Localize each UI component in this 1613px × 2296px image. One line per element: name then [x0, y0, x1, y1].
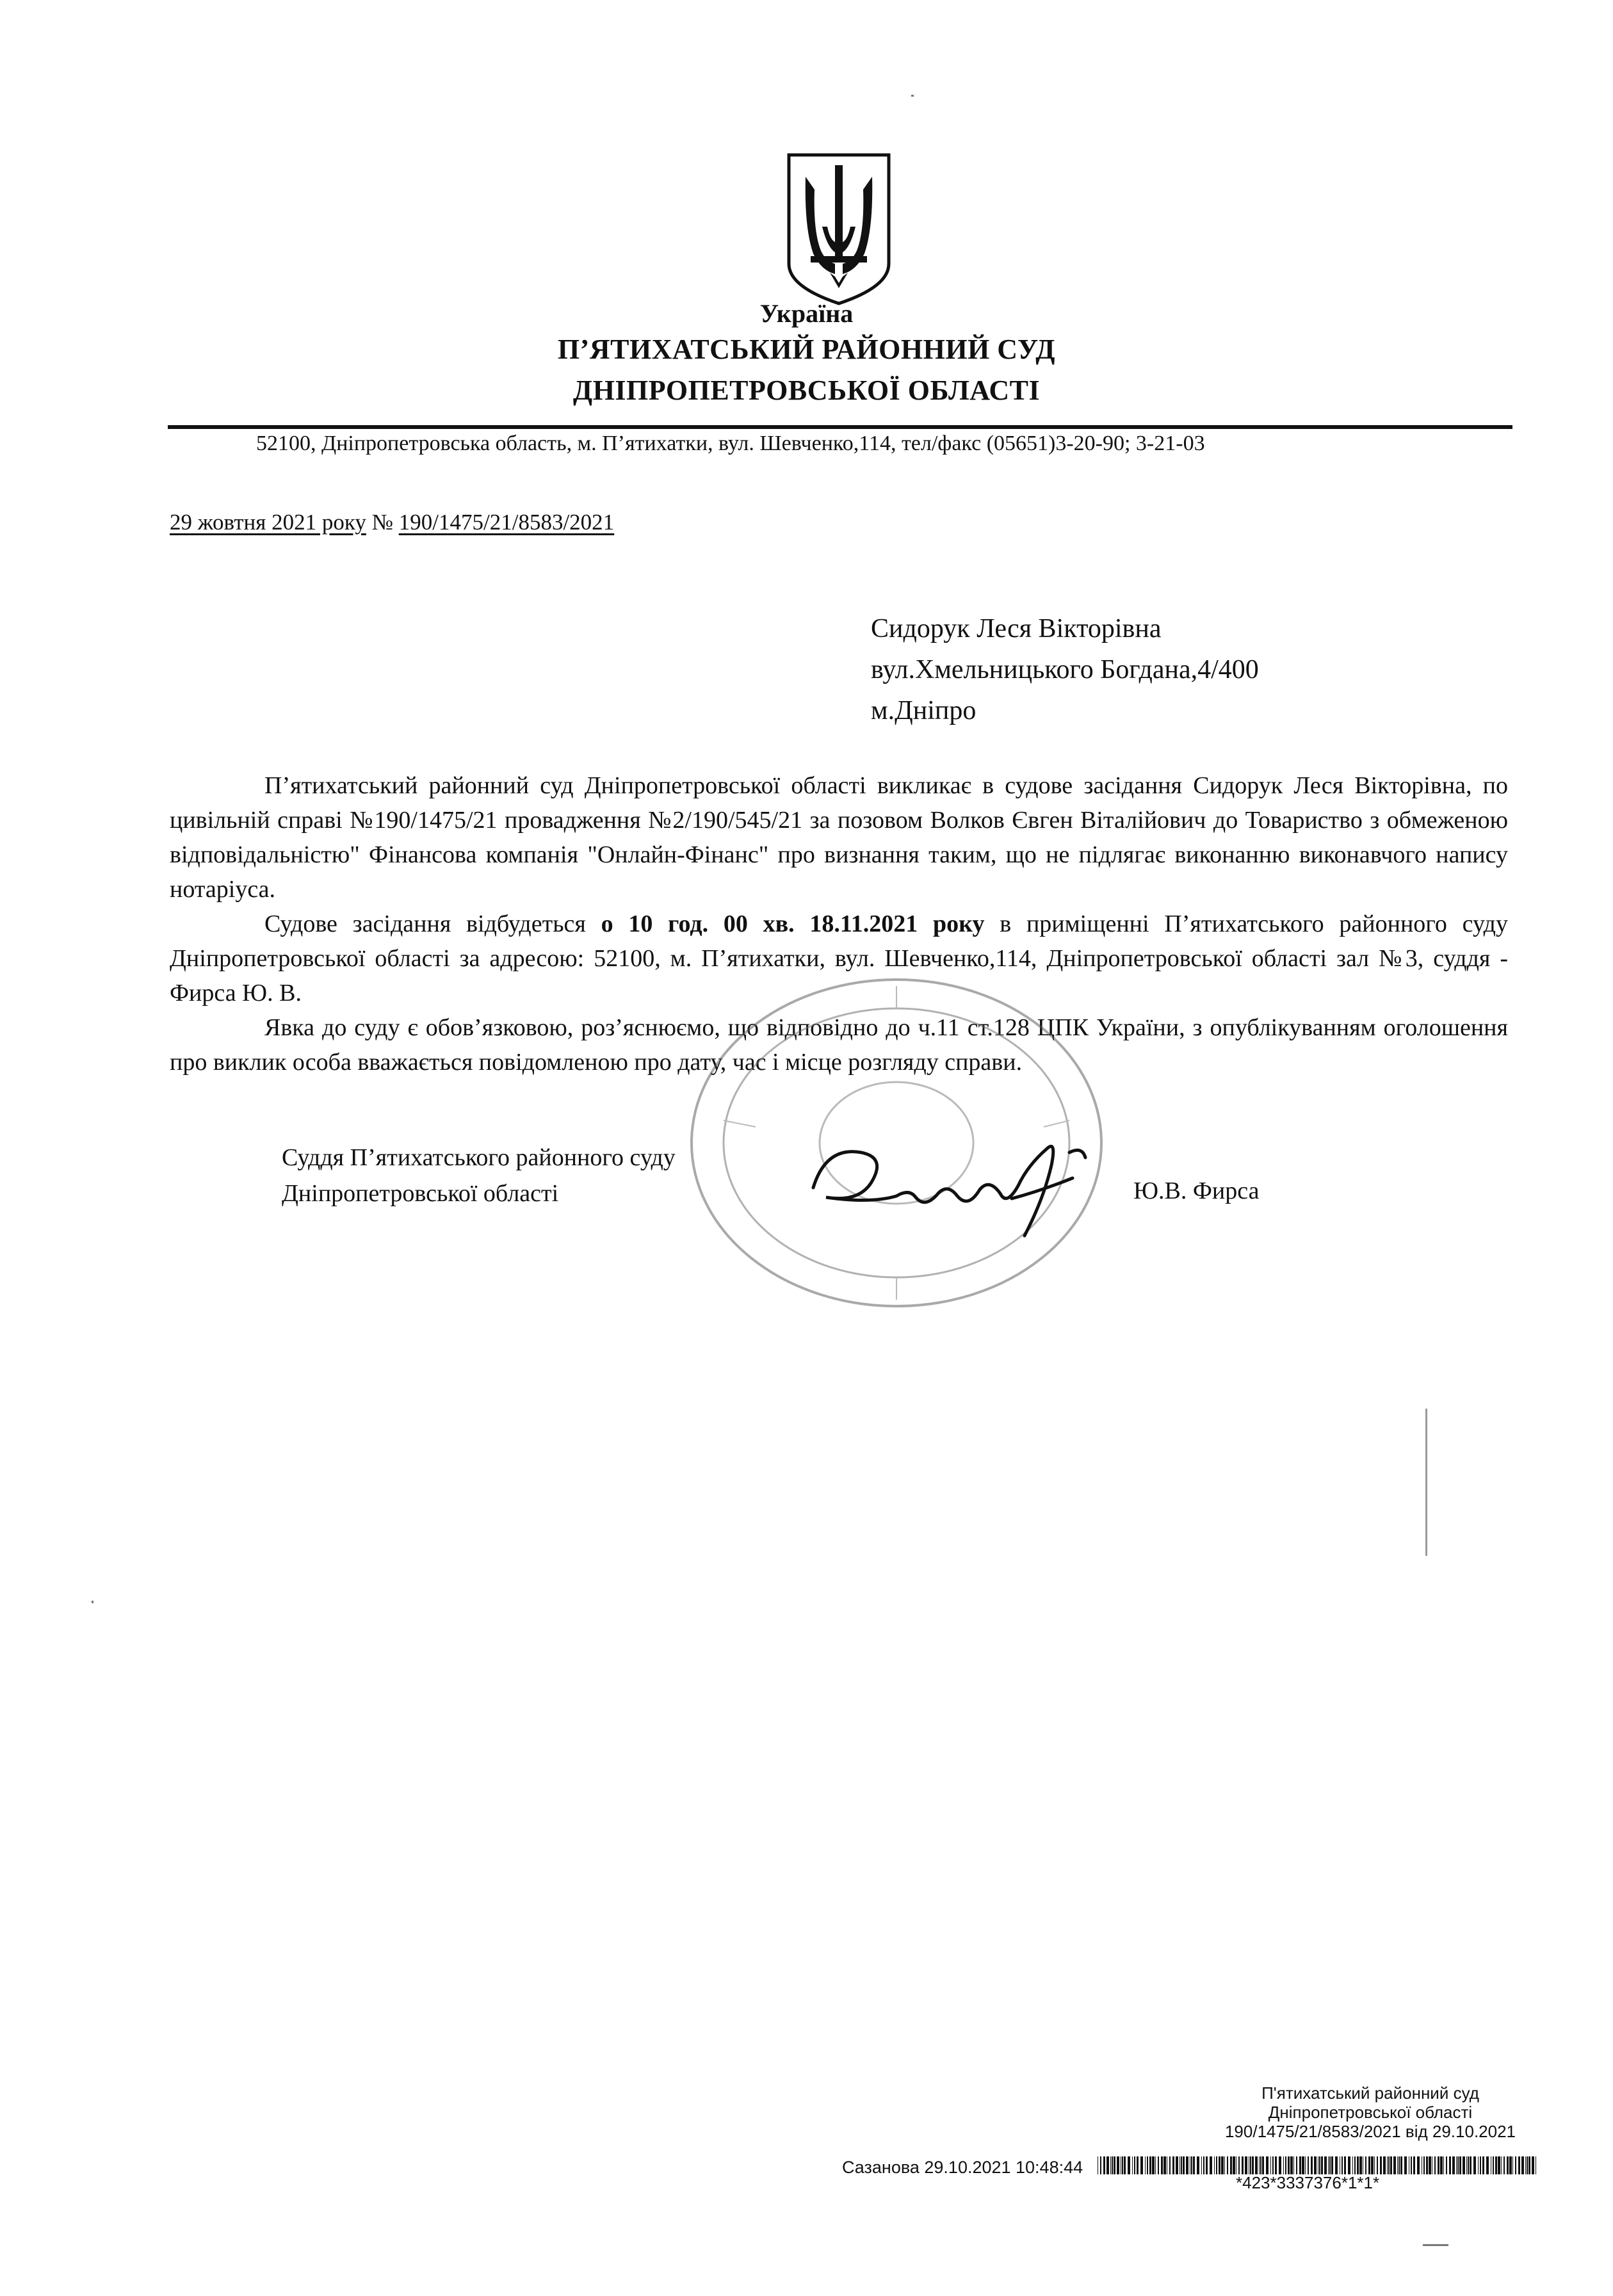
barcode-bar	[1230, 2156, 1232, 2174]
barcode-bar	[1155, 2156, 1156, 2174]
registration-stamp	[1146, 2083, 1594, 2141]
barcode-bar	[1518, 2156, 1520, 2174]
barcode-bar	[1463, 2156, 1465, 2174]
body-paragraph-3: Явка до суду є обов’язковою, роз’яснюємо, що відповідно до ч.11 ст.128 ЦПК України, з опублікуванням оголошення про виклик особа вважається повідомленою про дату, час і місце розгляду справи.	[170, 1014, 1508, 1076]
barcode-bar	[1438, 2156, 1439, 2174]
scan-edge-line	[1425, 1409, 1427, 1556]
barcode-bar	[1328, 2156, 1329, 2174]
barcode-bar	[1206, 2156, 1208, 2174]
barcode-bar	[1501, 2156, 1502, 2174]
barcode-bar	[1417, 2156, 1420, 2174]
barcode-bar	[1456, 2156, 1457, 2174]
barcode-bar	[1495, 2156, 1497, 2174]
barcode-bar	[1272, 2156, 1274, 2174]
barcode-bar	[1302, 2156, 1304, 2174]
barcode-bar	[1219, 2156, 1220, 2174]
body-p2-lead: Судове засідання відбудеться	[264, 910, 601, 937]
barcode-bar	[1504, 2156, 1505, 2174]
barcode-bar	[1482, 2156, 1484, 2174]
barcode-bar	[1512, 2156, 1513, 2174]
barcode-bar	[1147, 2156, 1148, 2174]
barcode-bar	[1149, 2156, 1151, 2174]
barcode-bar	[1368, 2156, 1370, 2174]
barcode-bar	[1449, 2156, 1451, 2174]
barcode-bar	[1288, 2156, 1290, 2174]
barcode-bar	[1324, 2156, 1327, 2174]
barcode-bar	[1331, 2156, 1333, 2174]
barcode-bar	[1245, 2156, 1247, 2174]
barcode-bar	[1106, 2156, 1109, 2174]
barcode-bar	[1365, 2156, 1366, 2174]
barcode-bar	[1413, 2156, 1415, 2174]
barcode-bar	[1452, 2156, 1455, 2174]
barcode-bar	[1193, 2156, 1195, 2174]
barcode-bar	[1348, 2156, 1350, 2174]
barcode-bar	[1137, 2156, 1139, 2174]
barcode-bar	[1275, 2156, 1277, 2174]
barcode-bar	[1134, 2156, 1135, 2174]
barcode-bar	[1181, 2156, 1182, 2174]
barcode-bar	[1357, 2156, 1359, 2174]
barcode-bar	[1457, 2156, 1459, 2174]
barcode-bar	[1400, 2156, 1402, 2174]
barcode-bar	[1426, 2156, 1428, 2174]
barcode-bar	[1423, 2156, 1425, 2174]
barcode-bar	[1305, 2156, 1306, 2174]
barcode-bar	[1145, 2156, 1146, 2174]
barcode-bar	[1176, 2156, 1178, 2174]
barcode-bar	[1179, 2156, 1180, 2174]
barcode-bar	[1377, 2156, 1378, 2174]
barcode-bar	[1321, 2156, 1323, 2174]
court-address: 52100, Дніпропетровська область, м. П’ятихатки, вул. Шевченко,114, тел/факс (05651)3-20-90; 3-21-03	[256, 432, 1205, 455]
barcode-bar	[1100, 2156, 1101, 2174]
barcode-bar	[1103, 2156, 1105, 2174]
recipient-name: Сидорук Леся Вікторівна	[871, 614, 1162, 643]
barcode-bar	[1216, 2156, 1217, 2174]
barcode-bar	[1446, 2156, 1447, 2174]
barcode-bar	[1390, 2156, 1392, 2174]
letter-date: 29 жовтня 2021 року	[170, 510, 366, 535]
recipient-block	[871, 608, 1259, 731]
barcode-bar	[1527, 2156, 1528, 2174]
barcode-bar	[1260, 2156, 1261, 2174]
number-sign: №	[366, 510, 399, 535]
barcode-bar	[1354, 2156, 1356, 2174]
barcode-bar	[1397, 2156, 1398, 2174]
barcode-bar	[1290, 2156, 1293, 2174]
barcode-bar	[1383, 2156, 1386, 2174]
barcode-bar	[1186, 2156, 1188, 2174]
barcode-bar	[1380, 2156, 1382, 2174]
barcode-bar	[1197, 2156, 1199, 2174]
barcode-bar	[1440, 2156, 1443, 2174]
body-p1-summons: П’ятихатський районний суд Дніпропетровської області викликає в судове засідання Сидорук Леся Вікторівна,	[264, 772, 1472, 799]
barcode-bar	[1158, 2156, 1159, 2174]
barcode-bar	[1279, 2156, 1281, 2174]
barcode-bar	[1270, 2156, 1271, 2174]
barcode-bar	[1132, 2156, 1133, 2174]
body-p2-place: в приміщенні П’ятихатського районного суду Дніпропетровської області за адресою: 52100, м. П’ятихатки, вул. Шевченко,114, Дніпропетровської області зал №3, суддя - Фирса Ю. В.	[170, 910, 1508, 1007]
signer-title-line2: Дніпропетровської області	[282, 1180, 559, 1207]
barcode-bar	[1124, 2156, 1126, 2174]
barcode-bar	[1473, 2156, 1476, 2174]
barcode-bar	[1266, 2156, 1269, 2174]
barcode-bar	[1335, 2156, 1338, 2174]
recipient-street: вул.Хмельницького Богдана,4/400	[871, 655, 1259, 684]
barcode-bar	[1387, 2156, 1388, 2174]
recipient-city: м.Дніпро	[871, 696, 977, 725]
barcode-icon	[1098, 2156, 1539, 2174]
reference-line	[170, 510, 614, 535]
court-name-line2: ДНІПРОПЕТРОВСЬКОЇ ОБЛАСТІ	[572, 375, 1041, 406]
scan-speck	[911, 95, 914, 97]
barcode-bar	[1398, 2156, 1400, 2174]
barcode-bar	[1238, 2156, 1240, 2174]
barcode-bar	[1250, 2156, 1251, 2174]
barcode-bar	[1374, 2156, 1375, 2174]
barcode-bar	[1293, 2156, 1294, 2174]
barcode-bar	[1525, 2156, 1526, 2174]
barcode-bar	[1117, 2156, 1119, 2174]
barcode-bar	[1486, 2156, 1489, 2174]
barcode-bar	[1311, 2156, 1313, 2174]
barcode-bar	[1152, 2156, 1155, 2174]
barcode-bar	[1221, 2156, 1224, 2174]
registration-clerk: Сазанова 29.10.2021 10:48:44	[842, 2158, 1083, 2177]
barcode-bar	[1404, 2156, 1407, 2174]
barcode-bar	[1262, 2156, 1264, 2174]
barcode-bar	[1388, 2156, 1390, 2174]
barcode-bar	[1532, 2156, 1534, 2174]
barcode-bar	[1283, 2156, 1284, 2174]
barcode-bar	[1128, 2156, 1130, 2174]
barcode-bar	[1255, 2156, 1258, 2174]
barcode-bar	[1319, 2156, 1320, 2174]
barcode-bar	[1341, 2156, 1343, 2174]
barcode-bar	[1329, 2156, 1331, 2174]
barcode-bar	[1203, 2156, 1204, 2174]
barcode-bar	[1233, 2156, 1235, 2174]
barcode-bar	[1259, 2156, 1260, 2174]
barcode-bar	[1480, 2156, 1481, 2174]
barcode-bar	[1122, 2156, 1123, 2174]
barcode-bar	[1308, 2156, 1309, 2174]
barcode-bar	[1434, 2156, 1436, 2174]
barcode-bar	[1393, 2156, 1396, 2174]
barcode-bar	[1352, 2156, 1353, 2174]
barcode-bar	[1468, 2156, 1469, 2174]
handwritten-signature	[800, 1127, 1095, 1249]
country-name: Україна	[759, 299, 854, 328]
barcode-bar	[1112, 2156, 1113, 2174]
barcode-bar	[1443, 2156, 1444, 2174]
barcode-bar	[1110, 2156, 1111, 2174]
barcode-bar	[1172, 2156, 1174, 2174]
barcode-bar	[1227, 2156, 1228, 2174]
barcode-bar	[1466, 2156, 1467, 2174]
barcode-bar	[1498, 2156, 1500, 2174]
scan-speck	[92, 1601, 93, 1603]
barcode-bar	[1359, 2156, 1362, 2174]
barcode-bar	[1163, 2156, 1166, 2174]
trident-coat-of-arms-icon	[785, 151, 893, 307]
barcode-bar	[1169, 2156, 1171, 2174]
registration-court: П'ятихатський районний суд	[1261, 2083, 1479, 2103]
barcode-bar	[1299, 2156, 1301, 2174]
hearing-datetime: о 10 год. 00 хв. 18.11.2021 року	[601, 910, 985, 937]
barcode-bar	[1140, 2156, 1143, 2174]
barcode-bar	[1242, 2156, 1244, 2174]
barcode-bar	[1210, 2156, 1212, 2174]
barcode-bar	[1515, 2156, 1516, 2174]
barcode-bar	[1371, 2156, 1374, 2174]
body-p1-case: по цивільній справі №190/1475/21 провадження №2/190/545/21 за позовом Волков Євген Віталійович до Товариство з обмеженою відповідальністю" Фінансова компанія "Онлайн-Фінанс" про визнання таким, що не підлягає виконанню виконавчого напису нотаріуса.	[170, 772, 1508, 903]
header-divider	[168, 425, 1512, 429]
barcode-bar	[1344, 2156, 1346, 2174]
signer-title-line1: Суддя П’ятихатського районного суду	[282, 1144, 676, 1171]
barcode-bar	[1296, 2156, 1297, 2174]
barcode-bar	[1478, 2156, 1479, 2174]
barcode-bar	[1252, 2156, 1254, 2174]
barcode-bar	[1285, 2156, 1286, 2174]
barcode-bar	[1470, 2156, 1471, 2174]
barcode-bar	[1201, 2156, 1202, 2174]
barcode-bar	[1509, 2156, 1512, 2174]
court-name-line1: П’ЯТИХАТСЬКИЙ РАЙОННИЙ СУД	[557, 334, 1056, 365]
registration-number: 190/1475/21/8583/2021 від 29.10.2021	[1224, 2122, 1516, 2141]
barcode-bar	[1224, 2156, 1225, 2174]
barcode-bar	[1528, 2156, 1530, 2174]
signer-name: Ю.В. Фирса	[1133, 1177, 1260, 1204]
barcode-bar	[1429, 2156, 1431, 2174]
letter-number: 190/1475/21/8583/2021	[398, 510, 615, 535]
barcode-bar	[1521, 2156, 1524, 2174]
barcode-bar	[1507, 2156, 1509, 2174]
barcode-bar	[1411, 2156, 1412, 2174]
barcode-text: *423*3337376*1*1*	[1236, 2173, 1380, 2192]
scan-speck	[1423, 2244, 1448, 2246]
barcode-bar	[1214, 2156, 1215, 2174]
barcode-bar	[1114, 2156, 1115, 2174]
barcode-bar	[1183, 2156, 1185, 2174]
barcode-bar	[1191, 2156, 1192, 2174]
body-paragraph-1	[170, 768, 1508, 907]
barcode-bar	[1493, 2156, 1494, 2174]
registration-region: Дніпропетровської області	[1268, 2103, 1473, 2122]
barcode-bar	[1459, 2156, 1461, 2174]
barcode-bar	[1161, 2156, 1163, 2174]
signer-title	[282, 1140, 676, 1211]
barcode-bar	[1314, 2156, 1317, 2174]
